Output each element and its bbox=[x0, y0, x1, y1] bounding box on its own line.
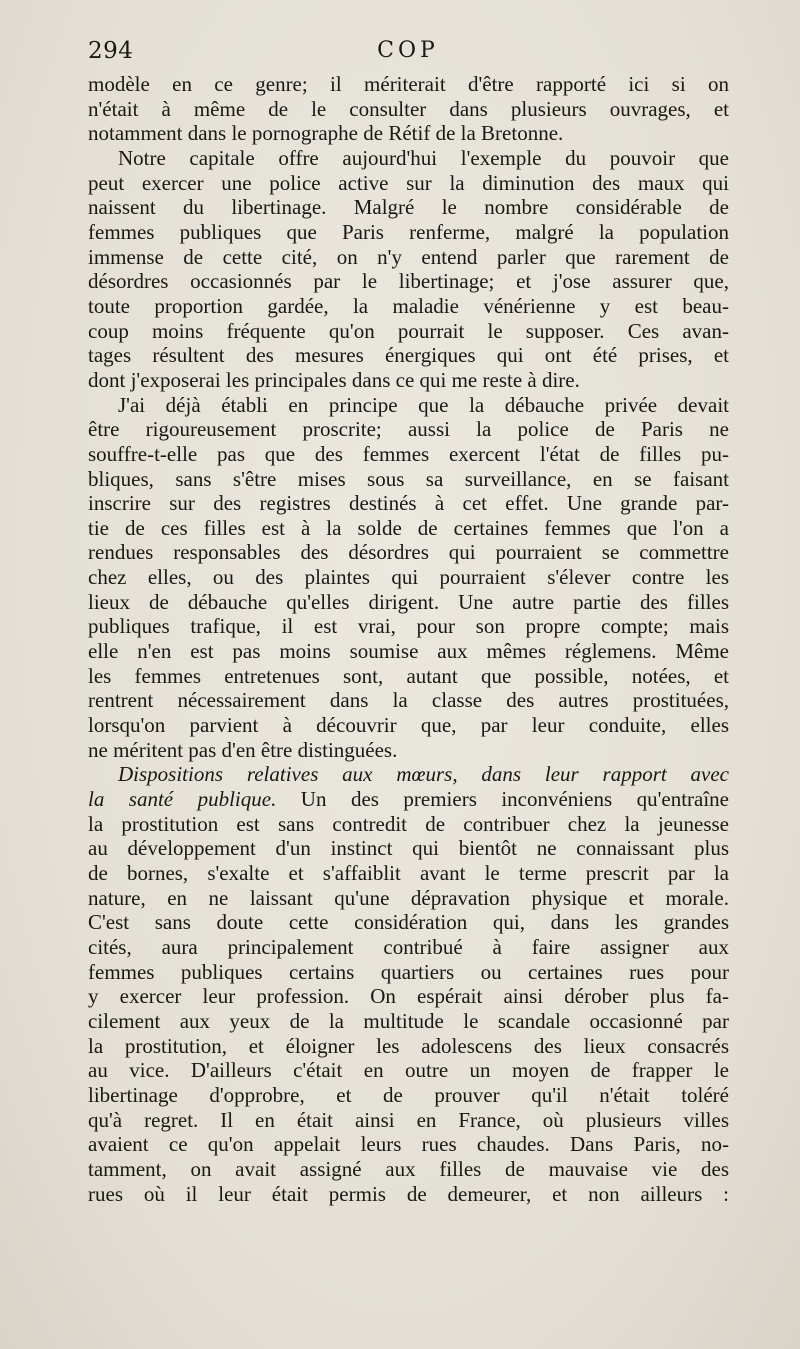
text-line: au vice. D'ailleurs c'était en outre un moyen de frapper le bbox=[88, 1058, 729, 1083]
text-line: notamment dans le pornographe de Rétif de la Bretonne. bbox=[88, 121, 564, 146]
text-line: naissent du libertinage. Malgré le nombre considérable de bbox=[88, 195, 729, 220]
page-number: 294 bbox=[88, 38, 134, 64]
text-line: lorsqu'on parvient à découvrir que, par leur conduite, elles bbox=[88, 713, 729, 738]
text-line: J'ai déjà établi en principe que la débauche privée devait bbox=[118, 392, 729, 417]
text-line: dont j'exposerai les principales dans ce qui me reste à dire. bbox=[88, 367, 580, 392]
text-line: nature, en ne laissant qu'une dépravation physique et morale. bbox=[88, 885, 729, 910]
text-line: rentrent nécessairement dans la classe des autres prostituées, bbox=[88, 688, 729, 713]
text-line: C'est sans doute cette considération qui, dans les grandes bbox=[88, 910, 729, 935]
text-line: les femmes entretenues sont, autant que possible, notées, et bbox=[88, 663, 729, 688]
text-line: publiques trafique, il est vrai, pour son propre compte; mais bbox=[88, 614, 729, 639]
text-line: la prostitution, et éloigner les adolescens des lieux consacrés bbox=[88, 1033, 729, 1058]
text-line: lieux de débauche qu'elles dirigent. Une autre partie des filles bbox=[88, 589, 729, 614]
text-line: immense de cette cité, on n'y entend parler que rarement de bbox=[88, 244, 729, 269]
text-line: elle n'en est pas moins soumise aux mêmes réglemens. Même bbox=[88, 639, 729, 664]
text-line: rues où il leur était permis de demeurer, et non ailleurs : bbox=[88, 1181, 729, 1206]
text-line: de bornes, s'exalte et s'affaiblit avant le terme prescrit par la bbox=[88, 861, 729, 885]
text-line: y exercer leur profession. On espérait ainsi dérober plus fa- bbox=[88, 984, 729, 1009]
text-line: qu'à regret. Il en était ainsi en France, où plusieurs villes bbox=[88, 1107, 729, 1132]
section-heading-cont: la santé publique. bbox=[88, 787, 277, 812]
text-line: souffre-t-elle pas que des femmes exercent l'état de filles pu- bbox=[88, 441, 729, 466]
text-line: tages résultent des mesures énergiques qui ont été prises, et bbox=[88, 343, 729, 368]
text-line: tamment, on avait assigné aux filles de mauvaise vie des bbox=[88, 1156, 729, 1181]
text-line: au développement d'un instinct qui bientôt ne connaissant plus bbox=[88, 836, 729, 861]
text-line: Notre capitale offre aujourd'hui l'exemple du pouvoir que bbox=[118, 145, 729, 170]
section-heading: Dispositions relatives aux mœurs, dans leur rapport avec bbox=[118, 762, 729, 787]
text-line: n'était à même de le consulter dans plusieurs ouvrages, et bbox=[88, 96, 729, 121]
text-line: inscrire sur des registres destinés à cet effet. Une grande par- bbox=[88, 491, 729, 516]
text-line: peut exercer une police active sur la diminution des maux qui bbox=[88, 170, 729, 195]
text-line: être rigoureusement proscrite; aussi la police de Paris ne bbox=[88, 417, 729, 442]
text-line: coup moins fréquente qu'on pourrait le supposer. Ces avan- bbox=[88, 318, 729, 343]
text-line: toute proportion gardée, la maladie vénérienne y est beau- bbox=[88, 293, 729, 318]
text-line: cités, aura principalement contribué à faire assigner aux bbox=[88, 934, 729, 959]
text-line: avaient ce qu'on appelait leurs rues chaudes. Dans Paris, no- bbox=[88, 1132, 729, 1157]
text-line: la prostitution est sans contredit de contribuer chez la jeunesse bbox=[88, 811, 729, 836]
text-line: tie de ces filles est à la solde de certaines femmes que l'on a bbox=[88, 515, 729, 540]
text-line: chez elles, ou des plaintes qui pourraient s'élever contre les bbox=[88, 565, 729, 590]
text-line: cilement aux yeux de la multitude le scandale occasionné par bbox=[88, 1008, 729, 1033]
text-line: désordres occasionnés par le libertinage; et j'ose assurer que, bbox=[88, 269, 729, 294]
text-line: femmes publiques certains quartiers ou certaines rues pour bbox=[88, 959, 729, 984]
text-line: modèle en ce genre; il mériterait d'être rapporté ici si on bbox=[88, 72, 729, 96]
text-line: ne méritent pas d'en être distinguées. bbox=[88, 737, 398, 762]
text-line: femmes publiques que Paris renferme, malgré la population bbox=[88, 219, 729, 244]
running-head: COP bbox=[377, 38, 439, 63]
text-line: libertinage d'opprobre, et de prouver qu'il n'était toléré bbox=[88, 1082, 729, 1107]
text-line bbox=[88, 787, 729, 812]
text-line-rest: Un des premiers inconvéniens qu'entraîne bbox=[276, 787, 729, 812]
body-text bbox=[88, 72, 729, 1206]
text-line: bliques, sans s'être mises sous sa surveillance, en se faisant bbox=[88, 466, 729, 491]
page-header bbox=[88, 38, 728, 72]
text-line: rendues responsables des désordres qui pourraient se commettre bbox=[88, 540, 729, 565]
